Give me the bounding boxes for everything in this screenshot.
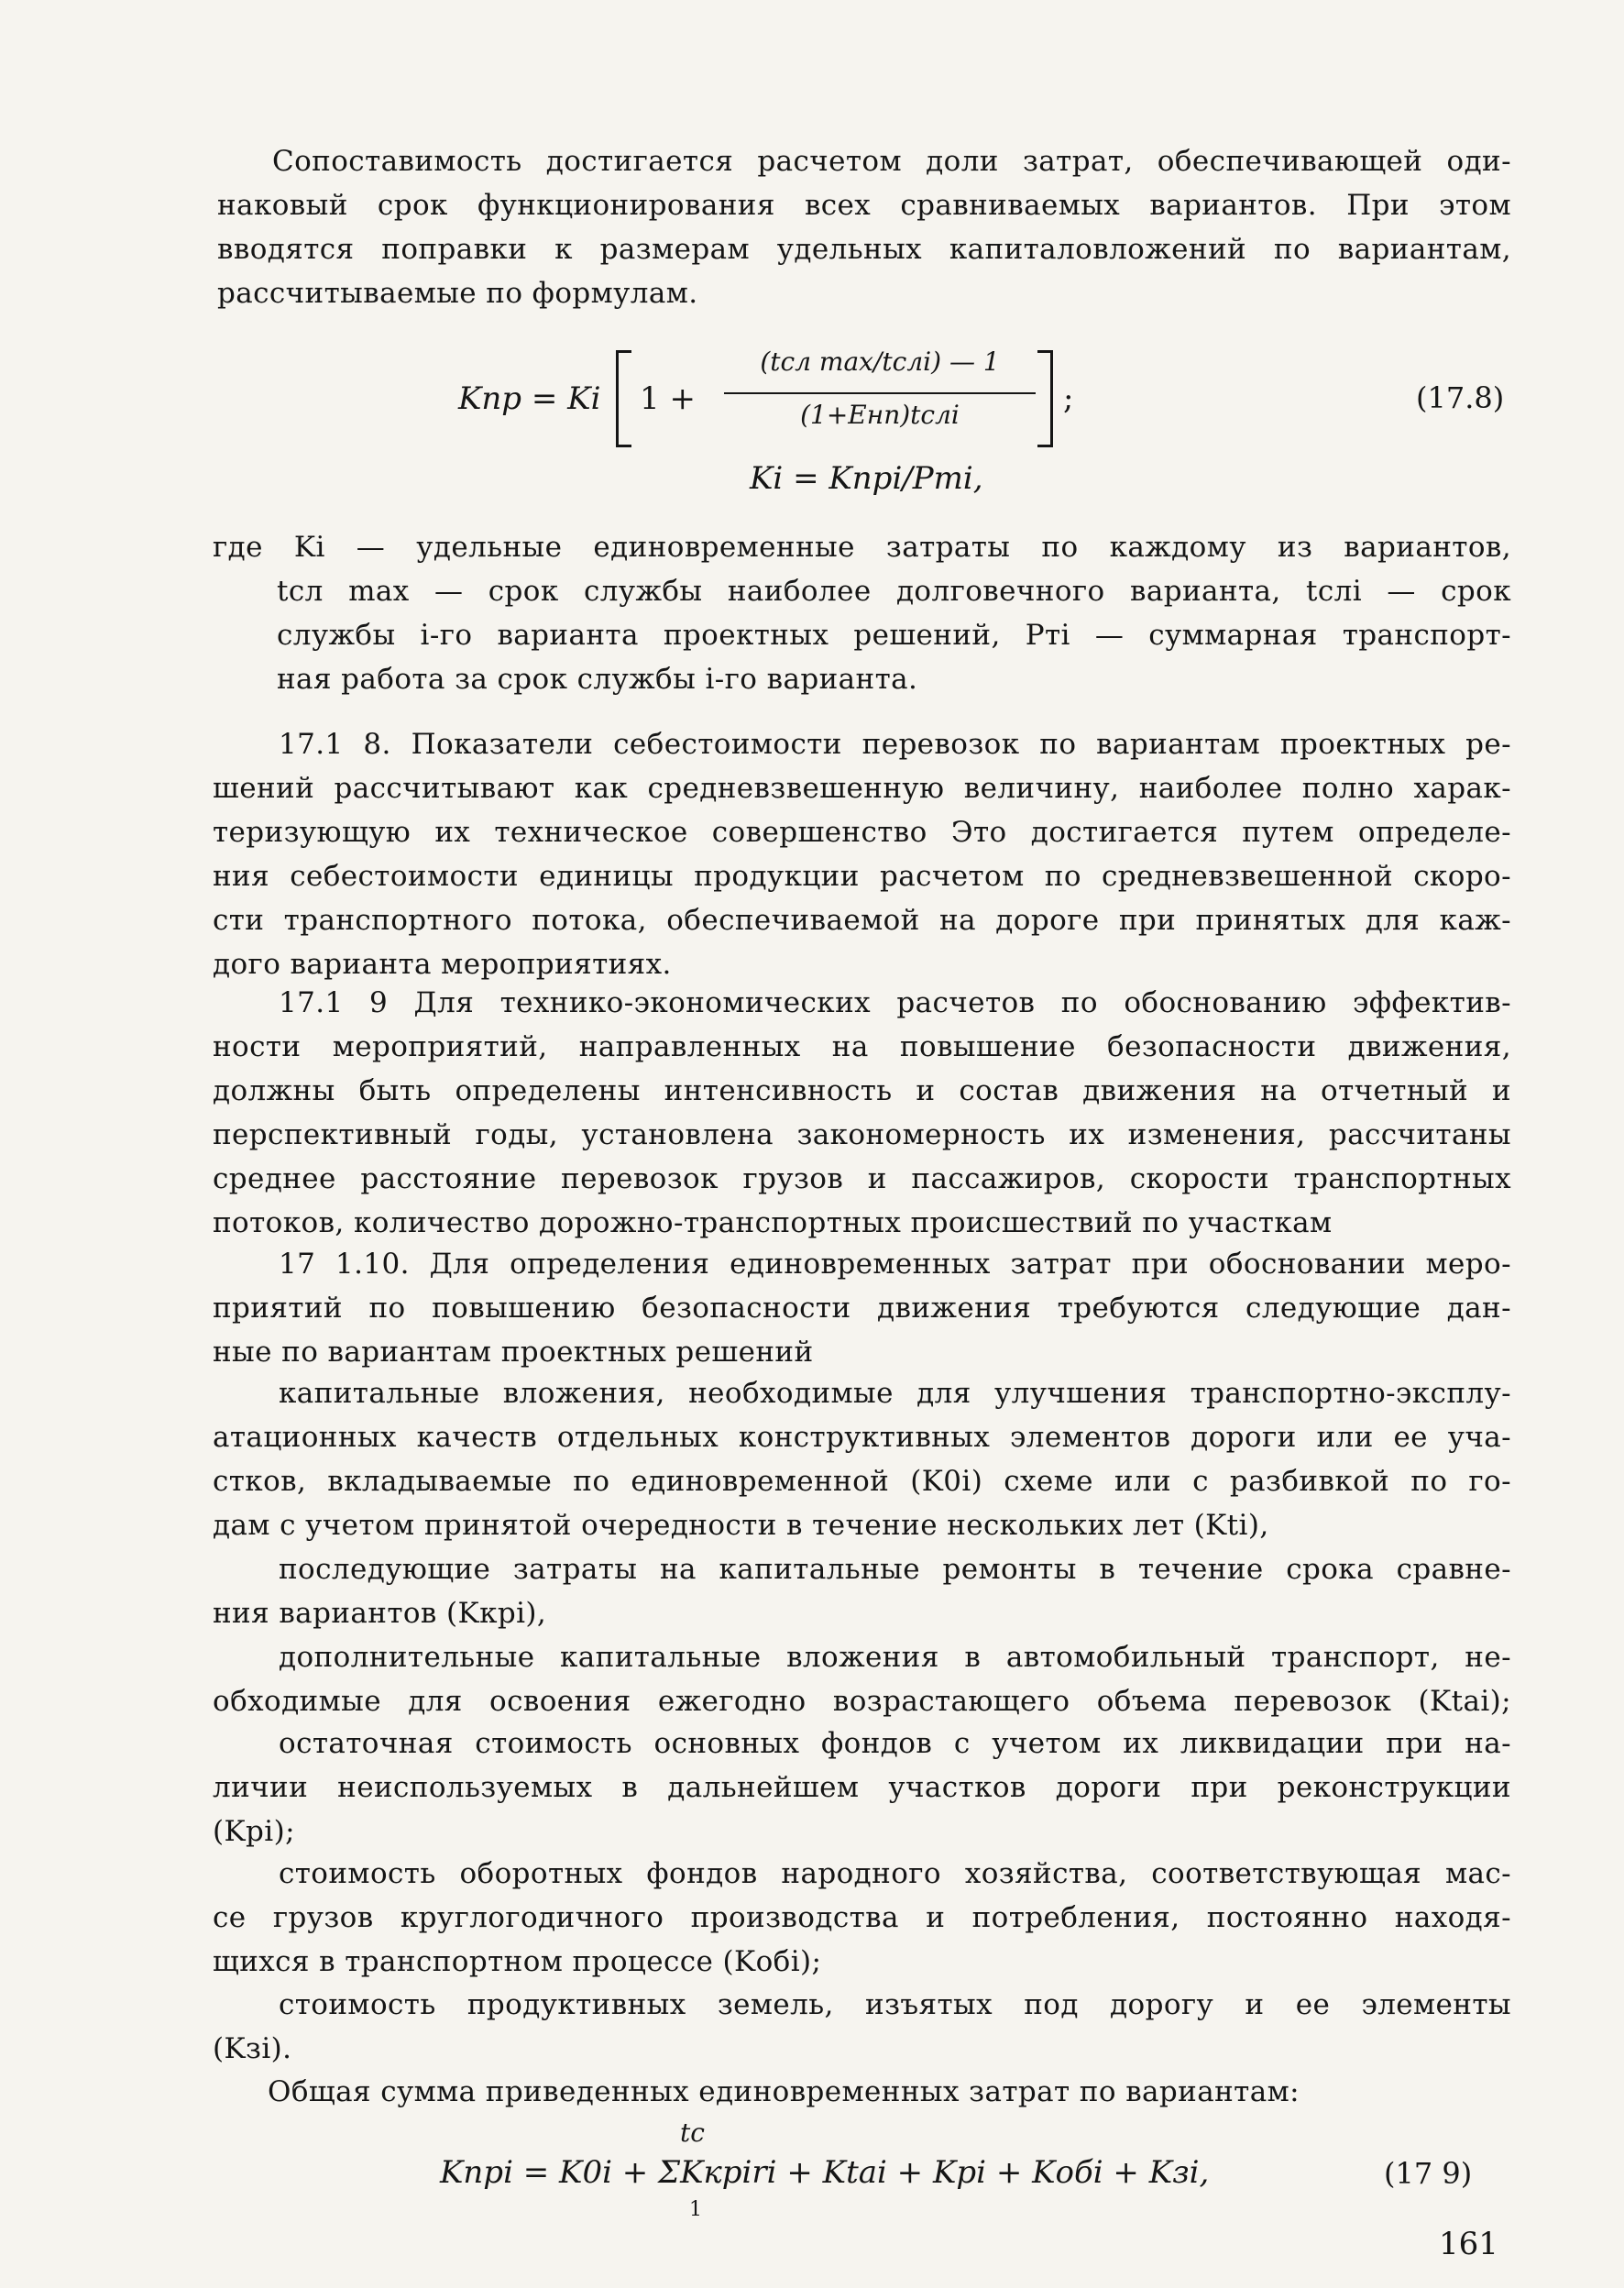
text-line: обходимые для освоения ежегодно возрастающего объема перевозок (Ktаi); (213, 1685, 1511, 1718)
summary-line (213, 2070, 1511, 2114)
list-item-repair-costs (213, 1547, 1511, 1635)
sum-lower-limit: 1 (689, 2198, 702, 2221)
paragraph-17-1-8 (213, 722, 1511, 986)
text-line: 17 1.10. Для определения единовременных затрат при обосновании меро- (279, 1248, 1511, 1281)
formula-one-plus: 1 + (640, 380, 696, 417)
formula-lhs: Kпр = Ki (458, 380, 601, 417)
text-line: (Kзi). (213, 2032, 292, 2065)
text-line: вводятся поправки к размерам удельных капиталовложений по вариантам, (217, 233, 1511, 266)
sum-upper-limit: tс (680, 2118, 705, 2148)
text-line: службы i-го варианта проектных решений, Pтi — суммарная транспорт- (277, 619, 1511, 652)
text-line: приятий по повышению безопасности движения требуются следующие дан- (213, 1292, 1511, 1325)
text-line: потоков, количество дорожно-транспортных происшествий по участкам (213, 1206, 1333, 1239)
text-line: дого варианта мероприятиях. (213, 948, 672, 981)
text-line: 17.1 8. Показатели себестоимости перевозок по вариантам проектных ре- (279, 728, 1511, 761)
text-line: капитальные вложения, необходимые для улучшения транспортно-эксплу- (279, 1377, 1511, 1410)
text-line: се грузов круглогодичного производства и потребления, постоянно находя- (213, 1901, 1511, 1934)
text-line: ния вариантов (Kкрi), (213, 1597, 547, 1630)
list-item-land-cost (213, 1983, 1511, 2071)
right-bracket (1037, 350, 1053, 447)
text-line: рассчитываемые по формулам. (217, 277, 698, 310)
text-line: остаточная стоимость основных фондов с учетом их ликвидации при на- (279, 1727, 1511, 1760)
text-line: tсл max — срок службы наиболее долговечного варианта, tслi — срок (277, 575, 1511, 608)
text-line: (Kpi); (213, 1815, 295, 1848)
left-bracket (616, 350, 631, 447)
paragraph-17-1-9 (213, 981, 1511, 1245)
list-item-residual-value (213, 1722, 1511, 1854)
text-line: Сопоставимость достигается расчетом доли затрат, обеспечивающей оди- (272, 145, 1511, 178)
text-line: стков, вкладываемые по единовременной (K0i) схеме или с разбивкой по го- (213, 1465, 1511, 1498)
text-line: последующие затраты на капитальные ремонты в течение срока сравне- (279, 1553, 1511, 1586)
text-line: среднее расстояние перевозок грузов и пассажиров, скорости транспортных (213, 1162, 1511, 1195)
formula-numerator: (tсл max/tслi) — 1 (760, 346, 1000, 377)
text-line: ния себестоимости единицы продукции расчетом по средневзвешенной скоро- (213, 860, 1511, 893)
text-line: ная работа за срок службы i-го варианта. (277, 663, 918, 696)
text-line: Общая сумма приведенных единовременных затрат по вариантам: (268, 2075, 1300, 2108)
text-line: щихся в транспортном процессе (Kобi); (213, 1945, 822, 1978)
text-line: дам с учетом принятой очередности в течение нескольких лет (Kti), (213, 1509, 1269, 1542)
text-line: ные по вариантам проектных решений (213, 1336, 814, 1369)
formula-semicolon: ; (1063, 380, 1074, 417)
formula-second-line: Ki = Kпрi/Pтi, (750, 460, 983, 497)
text-line: стоимость продуктивных земель, изъятых под дорогу и ее элементы (279, 1988, 1511, 2021)
text-line: где Ki — удельные единовременные затраты по каждому из вариантов, (213, 531, 1511, 564)
text-line: шений рассчитывают как средневзвешенную величину, наиболее полно харак- (213, 772, 1511, 805)
text-line: стоимость оборотных фондов народного хозяйства, соответствующая мас- (279, 1857, 1511, 1890)
text-line: сти транспортного потока, обеспечиваемой на дороге при принятых для каж- (213, 904, 1511, 937)
text-line: теризующую их техническое совершенство Это достигается путем определе- (213, 816, 1511, 849)
paragraph-17-1-10 (213, 1242, 1511, 1374)
equation-number: (17 9) (1384, 2156, 1473, 2191)
text-line: перспективный годы, установлена закономерность их изменения, рассчитаны (213, 1118, 1511, 1151)
text-line: должны быть определены интенсивность и состав движения на отчетный и (213, 1074, 1511, 1107)
intro-paragraph (217, 139, 1511, 315)
page-number: 161 (1439, 2226, 1498, 2262)
text-line: дополнительные капитальные вложения в автомобильный транспорт, не- (279, 1641, 1511, 1674)
text-line: наковый срок функционирования всех сравниваемых вариантов. При этом (217, 189, 1511, 222)
where-block (213, 525, 1511, 701)
fraction-bar (724, 392, 1036, 394)
list-item-capital-investments (213, 1371, 1511, 1547)
equation-number: (17.8) (1416, 380, 1505, 415)
text-line: ности мероприятий, направленных на повышение безопасности движения, (213, 1030, 1511, 1063)
text-line: атационных качеств отдельных конструктивных элементов дороги или ее уча- (213, 1421, 1511, 1454)
list-item-transport-investments (213, 1635, 1511, 1723)
formula-denominator: (1+Eнп)tслi (800, 400, 960, 430)
list-item-working-capital (213, 1852, 1511, 1984)
formula-expression: Kпрi = K0i + ΣKкрiri + Ktаi + Kpi + Kобi + Kзi, (440, 2154, 1210, 2191)
text-line: личии неиспользуемых в дальнейшем участков дороги при реконструкции (213, 1771, 1511, 1804)
text-line: 17.1 9 Для технико-экономических расчетов по обоснованию эффектив- (279, 986, 1511, 1019)
